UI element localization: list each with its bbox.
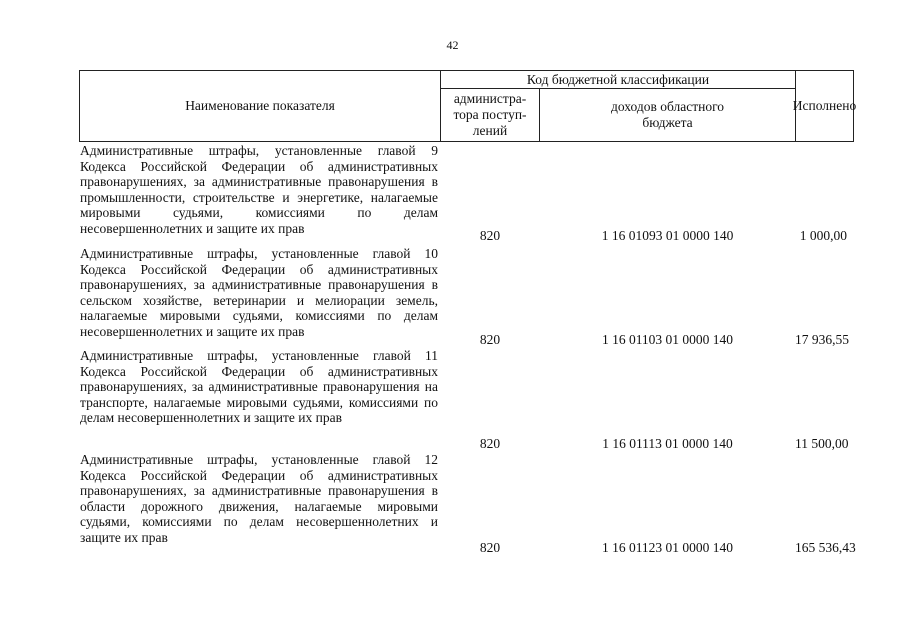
table-header — [79, 70, 857, 142]
row-amount: 1 000,00 — [799, 228, 847, 243]
table-row — [80, 143, 855, 248]
header-name: Наименование показателя — [185, 98, 335, 113]
row-admin-code: 820 — [479, 228, 501, 243]
table-row — [80, 246, 855, 351]
row-amount: 165 536,43 — [795, 540, 856, 555]
row-amount: 17 936,55 — [795, 332, 849, 347]
header-admin-label: администра-тора поступ-лений — [453, 91, 527, 138]
header-income — [540, 89, 795, 141]
row-income-code: 1 16 01113 01 0000 140 — [602, 436, 733, 451]
header-code-group: Код бюджетной классификации — [440, 71, 795, 89]
table-row — [80, 348, 855, 453]
row-description: Административные штрафы, установленные главой 11 Кодекса Российской Федерации об административных правонарушениях, за административные правонарушения на транспорте, налагаемые мировыми судьями, комиссиями по делам несовершеннолетних и защите их прав — [80, 348, 438, 426]
row-income-code: 1 16 01103 01 0000 140 — [601, 332, 734, 347]
row-admin-code: 820 — [479, 436, 501, 451]
row-admin-code: 820 — [479, 332, 501, 347]
row-description: Административные штрафы, установленные главой 9 Кодекса Российской Федерации об административных правонарушениях, за административные правонарушения в промышленности, строительстве и энергетике, налагаемые мировыми судьями, комиссиями по делам несовершеннолетних и защите их прав — [80, 143, 438, 236]
row-admin-code: 820 — [479, 540, 501, 555]
row-income-code: 1 16 01093 01 0000 140 — [601, 228, 734, 243]
row-description: Административные штрафы, установленные главой 12 Кодекса Российской Федерации об административных правонарушениях, за административные правонарушения в области дорожного движения, налагаемые мировыми судьями, комиссиями по делам несовершеннолетних и защите их прав — [80, 452, 438, 545]
row-description: Административные штрафы, установленные главой 10 Кодекса Российской Федерации об административных правонарушениях, за административные правонарушения в сельском хозяйстве, ветеринарии и мелиорации земель, налагаемые мировыми судьями, комиссиями по делам несовершеннолетних и защите их прав — [80, 246, 438, 339]
header-admin — [440, 89, 540, 141]
row-income-code: 1 16 01123 01 0000 140 — [601, 540, 734, 555]
table-row — [80, 452, 855, 557]
row-amount: 11 500,00 — [795, 436, 849, 451]
page-number: 42 — [446, 38, 459, 52]
header-executed: Исполнено — [795, 71, 853, 141]
header-income-label: доходов областного бюджета — [610, 99, 725, 130]
